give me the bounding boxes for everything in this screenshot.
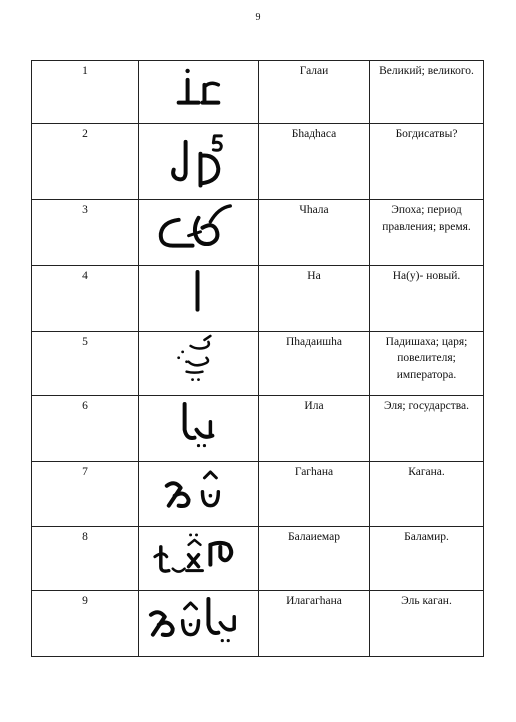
inscription-sign-9-icon: [139, 590, 259, 656]
transliteration: Ила: [259, 396, 370, 461]
row-number: 6: [32, 396, 139, 461]
inscription-sign-4-icon: [139, 266, 259, 331]
page-number: 9: [255, 12, 261, 23]
table-row: [32, 461, 484, 526]
row-number: 5: [32, 331, 139, 395]
row-number: 9: [32, 590, 139, 656]
transliteration: Пhадаишhа: [259, 331, 370, 395]
row-number: 1: [32, 61, 139, 124]
meaning: Великий; великого.: [370, 61, 484, 124]
meaning: Кагана.: [370, 461, 484, 526]
table-row: [32, 527, 484, 590]
row-number: 8: [32, 527, 139, 590]
row-number: 2: [32, 124, 139, 199]
meaning: Эль каган.: [370, 590, 484, 656]
meaning: Богдисатвы?: [370, 124, 484, 199]
inscription-sign-1-icon: [139, 61, 259, 124]
table-row: [32, 124, 484, 199]
table-row: [32, 266, 484, 331]
inscription-sign-5-icon: [139, 331, 259, 395]
glossary-table: [31, 60, 484, 657]
transliteration: Гагhана: [259, 461, 370, 526]
inscription-sign-7-icon: [139, 461, 259, 526]
meaning: Эля; государства.: [370, 396, 484, 461]
transliteration: Балаиемар: [259, 527, 370, 590]
transliteration: Галаи: [259, 61, 370, 124]
meaning: Эпоха; период правления; время.: [370, 199, 484, 265]
table-row: [32, 396, 484, 461]
row-number: 7: [32, 461, 139, 526]
table-row: [32, 61, 484, 124]
row-number: 4: [32, 266, 139, 331]
transliteration: Илагагhана: [259, 590, 370, 656]
transliteration: Бhадhаса: [259, 124, 370, 199]
table-row: [32, 590, 484, 656]
inscription-sign-3-icon: [139, 199, 259, 265]
inscription-sign-8-icon: [139, 527, 259, 590]
transliteration: На: [259, 266, 370, 331]
inscription-sign-2-icon: [139, 124, 259, 199]
transliteration: Чhала: [259, 199, 370, 265]
table-row: [32, 199, 484, 265]
inscription-sign-6-icon: [139, 396, 259, 461]
table-row: [32, 331, 484, 395]
row-number: 3: [32, 199, 139, 265]
meaning: На(у)- новый.: [370, 266, 484, 331]
meaning: Баламир.: [370, 527, 484, 590]
meaning: Падишаха; царя; повелителя; императора.: [370, 331, 484, 395]
